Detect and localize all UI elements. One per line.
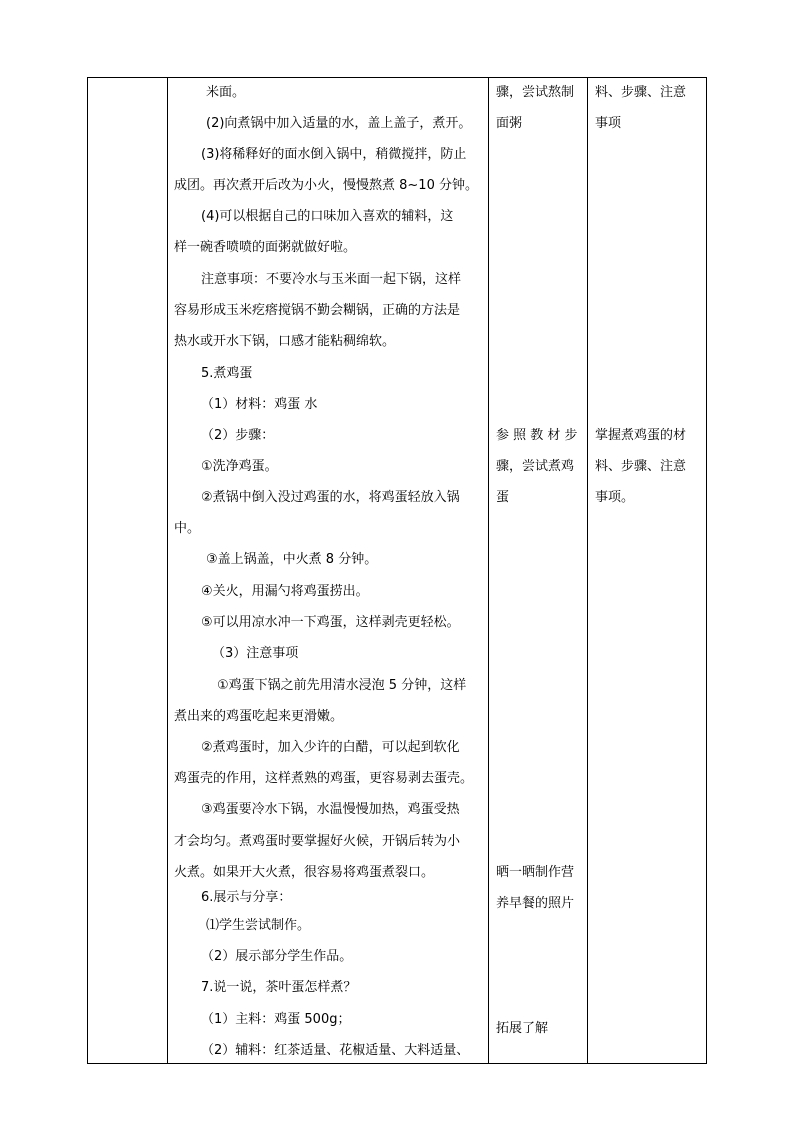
goal-line: 料、步骤、注意 xyxy=(595,85,687,100)
goal-line: 事项 xyxy=(595,116,622,131)
main-line: 热水或开水下锅，口感才能粘稠绵软。 xyxy=(174,334,396,349)
goal-line: 掌握煮鸡蛋的材 xyxy=(595,428,687,443)
activity-line: 骤，尝试熬制 xyxy=(496,85,575,100)
main-line: (3)将稀释好的面水倒入锅中，稍微搅拌，防止 xyxy=(201,147,467,162)
main-line: 米面。 xyxy=(206,85,246,100)
table-col-border-1 xyxy=(87,77,88,1064)
main-line: 才会均匀。煮鸡蛋时要掌握好火候，开锅后转为小 xyxy=(174,834,461,849)
table-col-border-2 xyxy=(167,77,168,1064)
main-line: (2)向煮锅中加入适量的水，盖上盖子，煮开。 xyxy=(206,116,472,131)
main-line: ⑤可以用凉水冲一下鸡蛋，这样剥壳更轻松。 xyxy=(201,615,460,630)
table-col-border-4 xyxy=(587,77,588,1064)
main-line: （2）步骤： xyxy=(201,428,275,443)
main-line: （1）材料：鸡蛋 水 xyxy=(201,397,318,412)
main-line: ②煮鸡蛋时，加入少许的白醋，可以起到软化 xyxy=(201,740,460,755)
activity-line: 蛋 xyxy=(496,490,510,505)
main-line: （3）注意事项 xyxy=(212,646,299,661)
table-top-border xyxy=(87,77,707,78)
main-line: (4)可以根据自己的口味加入喜欢的辅料，这 xyxy=(201,209,454,224)
activity-line: 面粥 xyxy=(496,116,523,131)
section-heading: 6.展示与分享： xyxy=(201,890,292,905)
main-line: 成团。再次煮开后改为小火，慢慢熬煮 8~10 分钟。 xyxy=(174,178,478,193)
main-line: （2）展示部分学生作品。 xyxy=(201,949,353,964)
activity-line: 养早餐的照片 xyxy=(496,896,575,911)
goal-line: 料、步骤、注意 xyxy=(595,459,687,474)
main-line: 中。 xyxy=(174,521,201,536)
main-line: ②煮锅中倒入没过鸡蛋的水，将鸡蛋轻放入锅 xyxy=(201,490,460,505)
main-line: （1）主料：鸡蛋 500g； xyxy=(201,1012,351,1027)
activity-line: 拓展了解 xyxy=(496,1021,549,1036)
table-bottom-border xyxy=(87,1063,707,1064)
activity-line: 骤，尝试煮鸡 xyxy=(496,459,575,474)
table-col-border-3 xyxy=(488,77,489,1064)
main-line: ⑴学生尝试制作。 xyxy=(206,918,311,933)
section-heading: 7.说一说，茶叶蛋怎样煮？ xyxy=(201,980,357,995)
main-line: 鸡蛋壳的作用，这样煮熟的鸡蛋，更容易剥去蛋壳。 xyxy=(174,771,474,786)
goal-line: 事项。 xyxy=(595,490,635,505)
table-col-border-5 xyxy=(706,77,707,1064)
activity-line: 参 照 教 材 步 xyxy=(496,428,578,443)
main-line: ③盖上锅盖，中火煮 8 分钟。 xyxy=(206,552,378,567)
section-heading: 5.煮鸡蛋 xyxy=(201,366,253,381)
main-line: 容易形成玉米疙瘩搅锅不勤会糊锅，正确的方法是 xyxy=(174,303,461,318)
main-line: ④关火，用漏勺将鸡蛋捞出。 xyxy=(201,584,369,599)
main-line: ③鸡蛋要冷水下锅，水温慢慢加热，鸡蛋受热 xyxy=(201,802,460,817)
main-line: 样一碗香喷喷的面粥就做好啦。 xyxy=(174,240,357,255)
main-line: ①洗净鸡蛋。 xyxy=(201,459,278,474)
main-line: 煮出来的鸡蛋吃起来更滑嫩。 xyxy=(174,709,344,724)
main-line: ①鸡蛋下锅之前先用清水浸泡 5 分钟，这样 xyxy=(217,678,467,693)
main-line: 注意事项：不要冷水与玉米面一起下锅，这样 xyxy=(201,272,462,287)
activity-line: 晒一晒制作营 xyxy=(496,865,575,880)
main-line: 火煮。如果开大火煮，很容易将鸡蛋煮裂口。 xyxy=(174,865,435,880)
main-line: （2）辅料：红茶适量、花椒适量、大料适量、 xyxy=(201,1043,470,1058)
